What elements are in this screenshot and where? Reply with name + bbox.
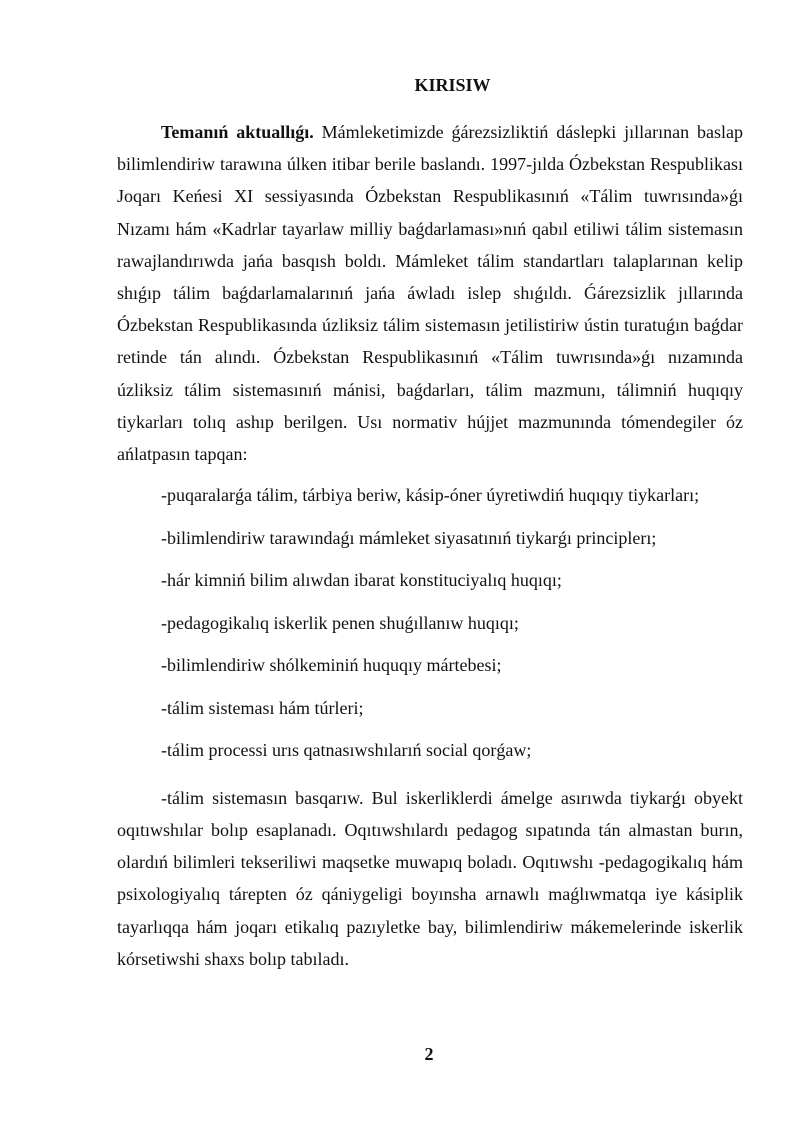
list-item: -bilimlendiriw shólkeminiń huquqıy mártebesi; [161, 655, 502, 676]
list-item: -bilimlendiriw tarawındaǵı mámleket siyasatınıń tiykarǵı principlerı; [161, 527, 657, 548]
list-item: -pedagogikalıq iskerlik penen shuǵıllanıw huqıqı; [161, 612, 519, 633]
list-item: -tálim sisteması hám túrleri; [161, 697, 364, 718]
intro-text: Mámleketimizde ǵárezsizliktiń dáslepki jıllarınan baslap bilimlendiriw tarawına úlken itibar berile baslandı. 1997-jılda Ózbekstan Respublikası Joqarı Keńesi XI sessiyasında Ózbekstan Respublikasınıń «Tálim tuwrısında»ǵı Nızamı hám «Kadrlar tayarlaw milliy baǵdarlaması»nıń qabıl etiliwi tálim sistemasın rawajlandırıwda jańa basqısh boldı. Mámleket tálim standartları talaplarınan kelip shıǵıp tálim baǵdarlamalarınıń jańa áwladı islep shıǵıldı. Ǵárezsizlik jıllarında Ózbekstan Respublikasında úzliksiz tálim sistemasın jetilistiriw ústin turatuǵın baǵdar retinde tán alındı. Ózbekstan Respublikasınıń «Tálim tuwrısında»ǵı nızamında úzliksiz tálim sistemasınıń mánisi, baǵdarları, tálim mazmunı, tálimniń huqıqıy tiykarları tolıq ashıp berilgen. Usı normativ hújjet mazmunında tómendegiler óz ańlatpasın tapqan: [117, 122, 743, 465]
list-item: -puqaralarǵa tálim, tárbiya beriw, kásip-óner úyretiwdiń huqıqıy tiykarları; [161, 485, 700, 506]
list-item: -tálim processi urıs qatnasıwshılarıń social qorǵaw; [161, 740, 532, 761]
intro-paragraph [117, 116, 743, 470]
intro-lead: Temanıń aktuallıǵı. [161, 122, 314, 142]
section-title: KIRISIW [414, 75, 491, 95]
closing-paragraph: -tálim sistemasın basqarıw. Bul iskerliklerdi ámelge asırıwda tiykarǵı obyekt oqıtıwshılar bolıp esaplanadı. Oqıtıwshılardı pedagog sıpatında tán almastan burın, olardıń bilimleri tekseriliwi maqsetke muwapıq boladı. Oqıtıwshı -pedagogikalıq hám psixologiyalıq tárepten óz qániygeligi boyınsha arnawlı maǵlıwmatqa iye kásiplik tayarlıqqa hám joqarı etikalıq pazıyletke bay, bilimlendiriw mákemelerinde iskerlik kórsetiwshi shaxs bolıp tabıladı. [117, 787, 743, 969]
body-text [117, 116, 743, 975]
list-item: -hár kimniń bilim alıwdan ibarat konstituciyalıq huqıqı; [161, 570, 562, 591]
page-number: 2 [424, 1044, 434, 1064]
